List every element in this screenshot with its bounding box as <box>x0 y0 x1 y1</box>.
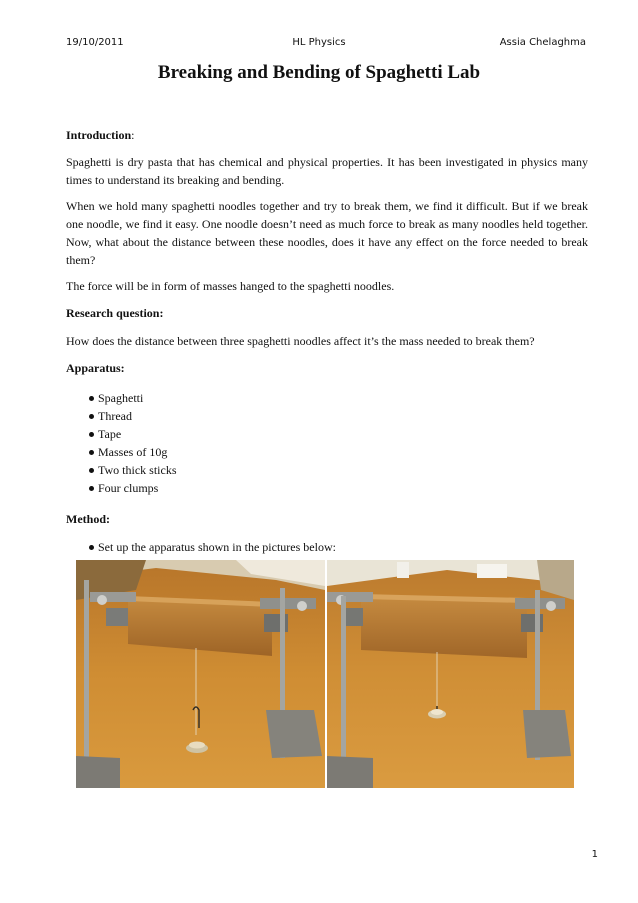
header-subject: HL Physics <box>292 37 346 48</box>
research-question-heading: Research question: <box>66 306 164 320</box>
bullet-icon <box>89 468 94 473</box>
bullet-icon <box>89 486 94 491</box>
list-item-text: Spaghetti <box>98 391 144 405</box>
list-item <box>66 479 588 497</box>
header-author: Assia Chelaghma <box>499 37 586 48</box>
list-item-text: Set up the apparatus shown in the pictures below: <box>98 540 336 554</box>
introduction-heading-line <box>66 126 588 144</box>
apparatus-photo-left <box>76 560 325 788</box>
list-item <box>66 425 588 443</box>
list-item-text: Two thick sticks <box>98 463 177 477</box>
bullet-icon <box>89 450 94 455</box>
introduction-paragraph-3: The force will be in form of masses hanged to the spaghetti noodles. <box>66 279 395 293</box>
document-title: Breaking and Bending of Spaghetti Lab <box>157 62 481 83</box>
bullet-icon <box>89 432 94 437</box>
list-item <box>66 461 588 479</box>
method-list <box>66 538 588 556</box>
research-question-text: How does the distance between three spaghetti noodles affect it’s the mass needed to break them? <box>66 334 535 348</box>
list-item-text: Thread <box>98 409 132 423</box>
apparatus-heading: Apparatus: <box>66 361 125 375</box>
method-heading: Method: <box>66 512 110 526</box>
introduction-heading: Introduction <box>66 128 132 142</box>
introduction-colon: : <box>131 128 135 142</box>
bullet-icon <box>89 414 94 419</box>
apparatus-photos <box>76 560 574 788</box>
list-item-text: Masses of 10g <box>98 445 168 459</box>
bullet-icon <box>89 545 94 550</box>
header-date: 19/10/2011 <box>66 37 124 48</box>
list-item-text: Four clumps <box>98 481 159 495</box>
introduction-paragraph-2: When we hold many spaghetti noodles together and try to break them, we find it difficult. But if we break one noodle, we find it easy. One noodle doesn’t need as much force to break as many noodles held together. Now, what about the distance between these noodles, does it have any effect on the force needed to break them? <box>66 199 588 267</box>
apparatus-list <box>66 389 588 497</box>
introduction-paragraph-1: Spaghetti is dry pasta that has chemical and physical properties. It has been investigated in physics many times to understand its breaking and bending. <box>66 155 588 187</box>
list-item <box>66 389 588 407</box>
page-number: 1 <box>591 849 598 860</box>
apparatus-photo-right <box>327 560 574 788</box>
list-item <box>66 538 588 556</box>
list-item-text: Tape <box>98 427 122 441</box>
list-item <box>66 443 588 461</box>
list-item <box>66 407 588 425</box>
bullet-icon <box>89 396 94 401</box>
